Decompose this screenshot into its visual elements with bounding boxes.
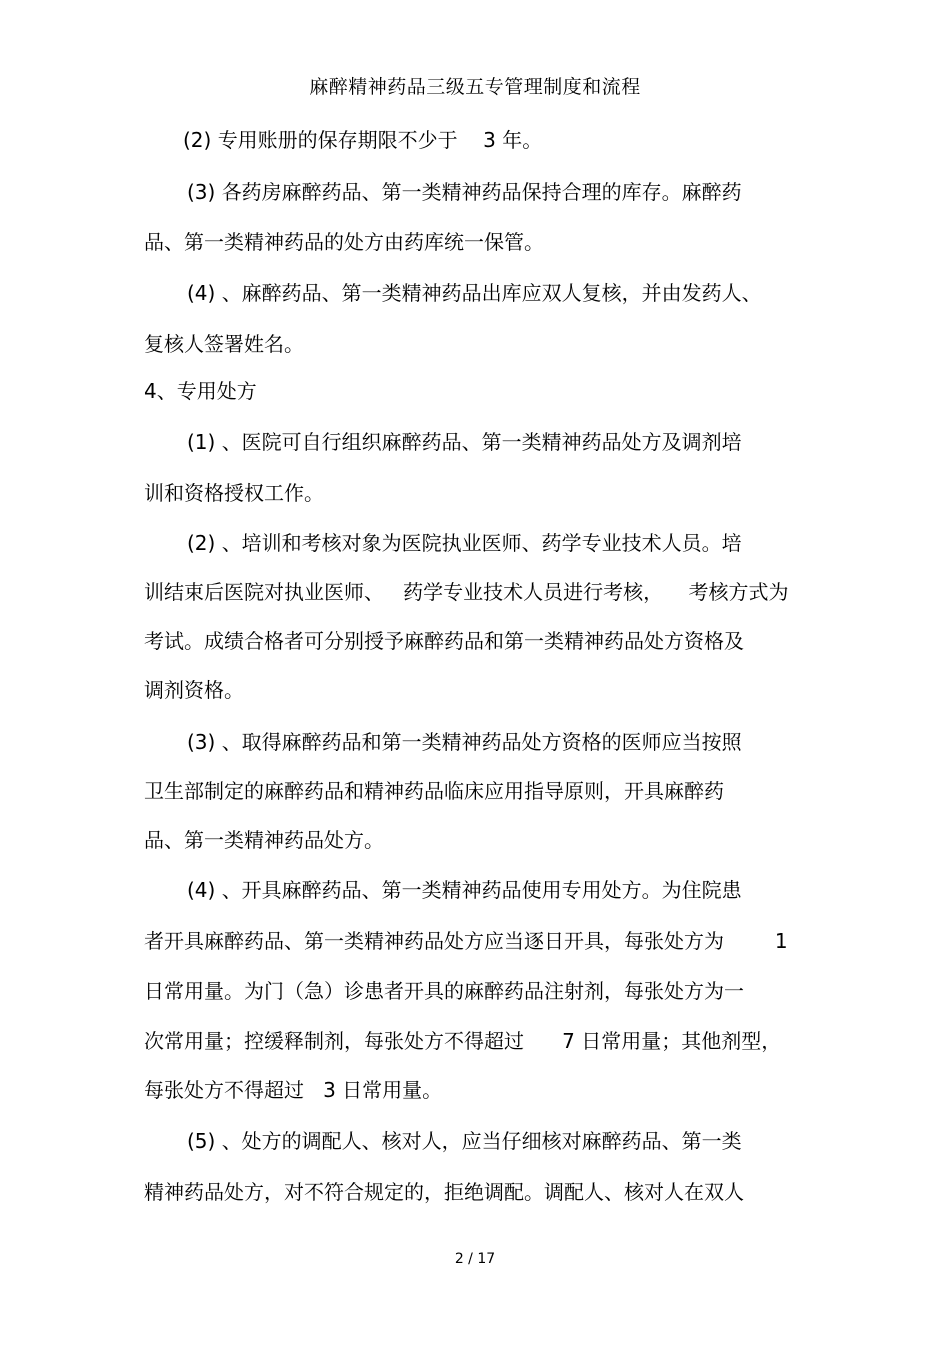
paragraph-line: 考试。成绩合格者可分别授予麻醉药品和第一类精神药品处方资格及	[144, 629, 744, 653]
document-title: 麻醉精神药品三级五专管理制度和流程	[309, 76, 641, 98]
paragraph-line: (2) 专用账册的保存期限不少于 3 年。	[183, 128, 543, 152]
section-heading: 4、专用处方	[144, 379, 257, 403]
paragraph-line: 品、第一类精神药品处方。	[144, 828, 384, 852]
paragraph-line: 每张处方不得超过 3 日常用量。	[144, 1078, 443, 1102]
paragraph-line: (3) 各药房麻醉药品、第一类精神药品保持合理的库存。麻醉药	[187, 180, 742, 204]
paragraph-line: (4) 、麻醉药品、第一类精神药品出库应双人复核，并由发药人、	[187, 281, 762, 305]
paragraph-line: (2) 、培训和考核对象为医院执业医师、药学专业技术人员。培	[187, 531, 742, 555]
paragraph-line: (5) 、处方的调配人、核对人，应当仔细核对麻醉药品、第一类	[187, 1129, 742, 1153]
page-number: 2 / 17	[454, 1251, 496, 1267]
paragraph-line: (3) 、取得麻醉药品和第一类精神药品处方资格的医师应当按照	[187, 730, 742, 754]
paragraph-line: (4) 、开具麻醉药品、第一类精神药品使用专用处方。为住院患	[187, 878, 742, 902]
paragraph-line: 精神药品处方，对不符合规定的，拒绝调配。调配人、核对人在双人	[144, 1180, 744, 1204]
paragraph-line: 训和资格授权工作。	[144, 481, 324, 505]
paragraph-line: 日常用量。为门（急）诊患者开具的麻醉药品注射剂，每张处方为一	[144, 979, 744, 1003]
paragraph-line: (1) 、医院可自行组织麻醉药品、第一类精神药品处方及调剂培	[187, 430, 742, 454]
paragraph-line: 次常用量；控缓释制剂，每张处方不得超过 7 日常用量；其他剂型，	[144, 1029, 782, 1053]
paragraph-line: 调剂资格。	[144, 678, 244, 702]
paragraph-line: 复核人签署姓名。	[144, 332, 304, 356]
paragraph-line: 训结束后医院对执业医师、 药学专业技术人员进行考核， 考核方式为	[144, 580, 789, 604]
paragraph-line: 卫生部制定的麻醉药品和精神药品临床应用指导原则，开具麻醉药	[144, 779, 724, 803]
paragraph-line: 者开具麻醉药品、第一类精神药品处方应当逐日开具，每张处方为 1	[144, 929, 788, 953]
paragraph-line: 品、第一类精神药品的处方由药库统一保管。	[144, 230, 544, 254]
